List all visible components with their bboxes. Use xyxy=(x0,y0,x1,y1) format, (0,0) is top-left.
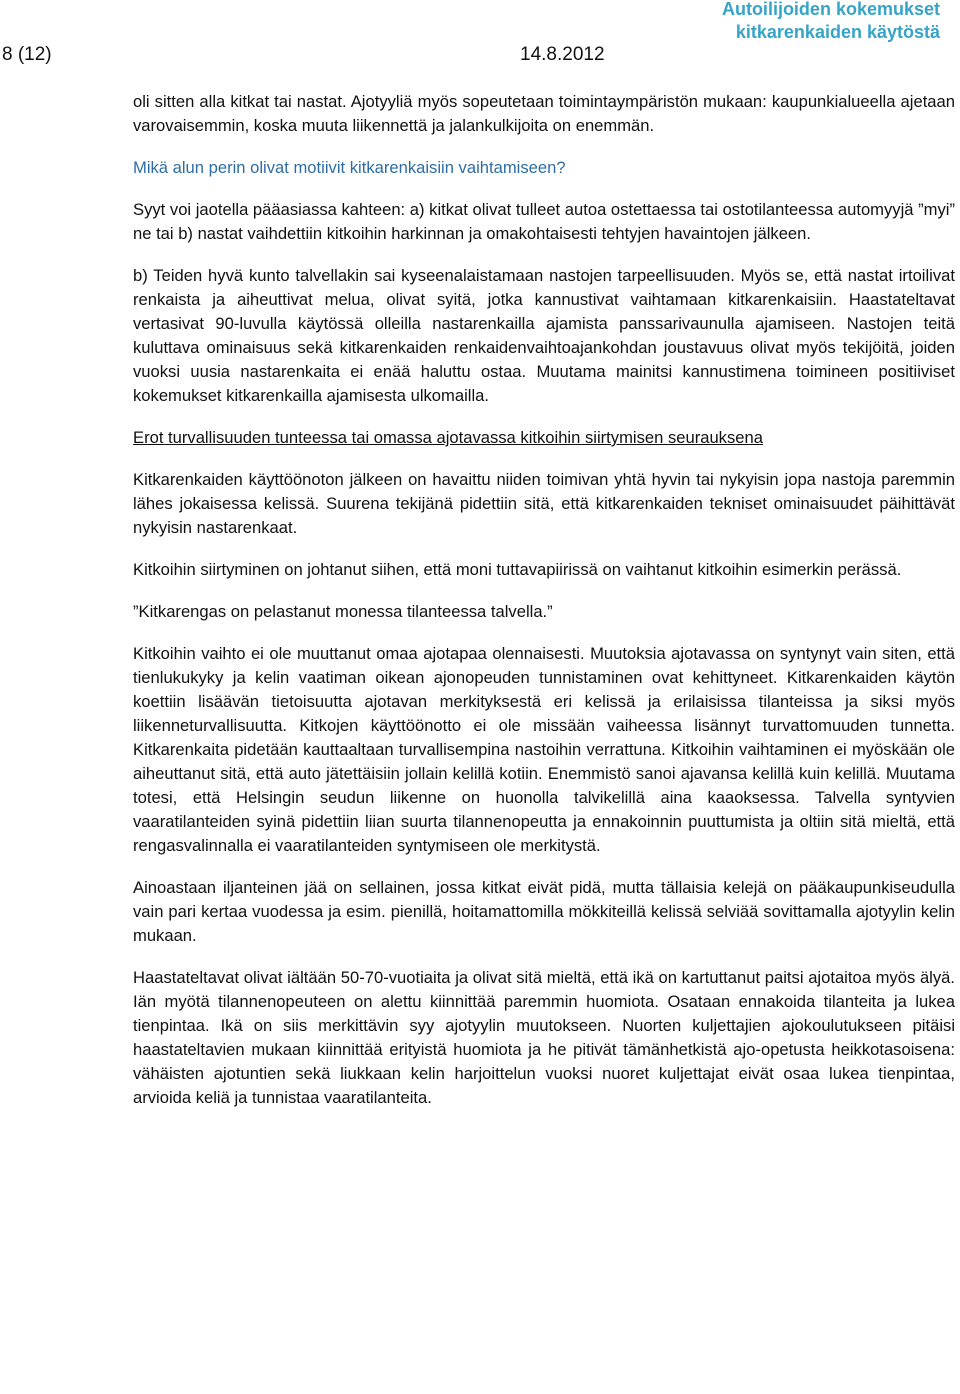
paragraph-road-condition: b) Teiden hyvä kunto talvellakin sai kyseenalaistamaan nastojen tarpeellisuuden. Myös se, että nastat irtoilivat renkaista ja aiheuttivat melua, olivat syitä, jotka kannustivat vaihtamaan kitkarenkaisiin. Haastateltavat vertasivat 90-luvulla käytössä olleilla nastarenkailla ajamista panssarivaunulla ajamiseen. Nastojen teitä kuluttava ominaisuus sekä kitkarenkaiden renkaidenvaihtoajankohdan joustavuus olivat myös tekijöitä, joiden vuoksi uusia nastarenkaita ei enää haluttu ostaa. Muutama mainitsi kannustimena toimineen positiiviset kokemukset kitkarenkailla ajamisesta ulkomailla. xyxy=(133,266,955,405)
paragraph-friends: Kitkoihin siirtyminen on johtanut siihen, että moni tuttavapiirissä on vaihtanut kitkoihin esimerkin perässä. xyxy=(133,560,902,579)
paragraph-driving-style: oli sitten alla kitkat tai nastat. Ajotyyliä myös sopeutetaan toimintaympäristön mukaan: kaupunkialueella ajetaan varovaisemmin, koska muuta liikennettä ja jalankulkijoita on enemmän. xyxy=(133,92,955,135)
section-heading: Erot turvallisuuden tunteessa tai omassa ajotavassa kitkoihin siirtymisen seurauksena xyxy=(133,428,763,447)
paragraph-age: Haastateltavat olivat iältään 50-70-vuotiaita ja olivat sitä mieltä, että ikä on kartuttanut paitsi ajotaitoa myös älyä. Iän myötä tilannenopeuteen on alettu kiinnittää paremmin huomiota. Osataan ennakoida tilanteita ja lukea tienpintaa. Ikä on siis merkittävin syy ajotyylin muutokseen. Nuorten kuljettajien ajokoulutukseen pitäisi haastateltavien mukaan kiinnittää erityistä huomiota ja he pitivät tämänhetkistä ajo-opetusta heikkotasoisena: vähäisten ajotuntien sekä liukkaan kelin harjoittelun vuoksi nuoret kuljettajat eivät osaa lukea tienpintaa, arvioida keliä ja tunnistaa vaaratilanteita. xyxy=(133,968,955,1107)
page-number: 8 (12) xyxy=(2,44,52,65)
paragraph-ice: Ainoastaan iljanteinen jää on sellainen, jossa kitkat eivät pidä, mutta tällaisia kelejä on pääkaupunkiseudulla vain pari kertaa vuodessa ja esim. pienillä, hoitamattomilla mökkiteillä kelissä selviää sovittamalla ajotyylin kelin mukaan. xyxy=(133,878,955,945)
paragraph-performance: Kitkarenkaiden käyttöönoton jälkeen on havaittu niiden toimivan yhtä hyvin tai nykyisin jopa nastoja paremmin lähes jokaisessa kelissä. Suurena tekijänä pidettiin sitä, että kitkarenkaiden tekniset ominaisuudet päihittävät nykyisin nastarenkaat. xyxy=(133,470,955,537)
page-header xyxy=(0,0,960,80)
document-title-line-1: Autoilijoiden kokemukset xyxy=(721,0,940,19)
document-title xyxy=(722,0,940,44)
paragraph-reasons: Syyt voi jaotella pääasiassa kahteen: a) kitkat olivat tulleet autoa ostettaessa tai ostotilanteessa automyyjä ”myi” ne tai b) nastat vaihdettiin kitkoihin harkinnan ja omakohtaisesti tehtyjen havaintojen jälkeen. xyxy=(133,200,955,243)
paragraph-driving-habits: Kitkoihin vaihto ei ole muuttanut omaa ajotapaa olennaisesti. Muutoksia ajotavassa on syntynyt vain siten, että tienlukukyky ja kelin vaatiman oikean ajonopeuden tunnistaminen ovat kehittyneet. Kitkarenkaiden käytön koettiin lisäävän tietoisuutta ajotavan merkityksestä eri kelissä ja erilaisissa tilanteissa ja siksi myös liikenneturvallisuutta. Kitkojen käyttöönotto ei ole missään vaiheessa lisännyt turvattomuuden tunnetta. Kitkarenkaita pidetään kauttaaltaan turvallisempina nastoihin verrattuna. Kitkoihin vaihtaminen ei myöskään ole aiheuttanut sitä, että auto jätettäisiin jollain kelillä kotiin. Enemmistö sanoi ajavansa kelillä kuin kelillä. Muutama totesi, että Helsingin seudun liikenne on huonolla talvikelillä aina kaaoksessa. Talvella syntyvien vaaratilanteiden syinä pidettiin liian suurta tilannenopeutta ja ennakoinnin puuttumista ja oltiin sitä mieltä, että rengasvalinnalla ei vaaratilanteiden syntymiseen ole merkitystä. xyxy=(133,644,955,855)
document-date: 14.8.2012 xyxy=(520,44,605,65)
interview-quote: ”Kitkarengas on pelastanut monessa tilanteessa talvella.” xyxy=(133,602,553,621)
document-body xyxy=(133,90,955,1128)
document-title-line-2: kitkarenkaiden käytöstä xyxy=(735,22,940,42)
interview-question: Mikä alun perin olivat motiivit kitkarenkaisiin vaihtamiseen? xyxy=(133,158,566,177)
